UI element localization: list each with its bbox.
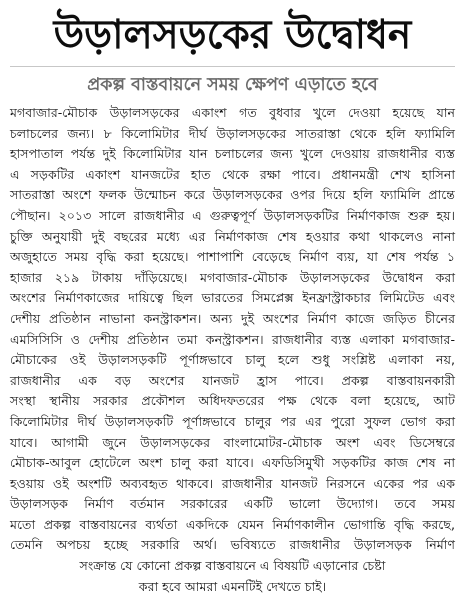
article-line: সাতরাস্তা অংশে ফলক উন্মোচন করে উড়ালসড়কের ওপর দিয়ে হলি ফ্যামিলি প্রান্তে xyxy=(10,187,455,203)
article-line: মতো প্রকল্প বাস্তবায়নের ব্যর্থতা একদিকে যেমন নির্মাণকালীন ভোগান্তি বৃদ্ধি করছে, xyxy=(10,516,455,532)
article-line: সংস্থা স্থানীয় সরকার প্রকৌশল অধিদফতরের পক্ষ থেকে বলা হয়েছে, আট xyxy=(10,393,455,409)
article-line: তেমনি অপচয় হচ্ছে সরকারি অর্থ। ভবিষ্যতে রাজধানীর উড়ালসড়ক নির্মাণ xyxy=(10,537,455,553)
headline-divider xyxy=(10,66,455,67)
article-line: এ সড়কটির একাংশ যানজটের হাত থেকে রক্ষা পাবে। প্রধানমন্ত্রী শেখ হাসিনা xyxy=(10,166,455,182)
article-line: চলাচলের জন্য। ৮ কিলোমিটার দীর্ঘ উড়ালসড়কের সাতরাস্তা থেকে হলি ফ্যামিলি xyxy=(10,125,455,141)
article-line: মৌচাকের ওই উড়ালসড়কটি পূর্ণাঙ্গভাবে চালু হলে শুধু সংশ্লিষ্ট এলাকা নয়, xyxy=(10,352,455,368)
article-line: রাজধানীর এক বড় অংশের যানজট হ্রাস পাবে। প্রকল্প বাস্তবায়নকারী xyxy=(10,372,455,388)
article-body xyxy=(10,103,455,597)
article-line: হাসপাতাল পর্যন্ত দুই কিলোমিটার যান চলাচলের জন্য খুলে দেওয়ায় রাজধানীর ব্যস্ত xyxy=(10,146,455,162)
article-line: উড়ালসড়ক নির্মাণ বর্তমান সরকারের একটি ভালো উদ্যোগ। তবে সময় xyxy=(10,496,455,512)
article-line: করা হবে আমরা এমনটিই দেখতে চাই। xyxy=(138,578,327,594)
headline: উড়ালসড়কের উদ্বোধন xyxy=(53,12,412,58)
article-line: সংক্রান্ত যে কোনো প্রকল্প বাস্তবায়নে এ বিষয়টি এড়ানোর চেষ্টা xyxy=(79,558,386,574)
article-line: দেশীয় প্রতিষ্ঠান নাভানা কনস্ট্রাকশন। অন্য দুই অংশের নির্মাণ কাজে জড়িত চীনের xyxy=(10,310,455,326)
article-line: অজুহাতে সময় বৃদ্ধি করা হয়েছে। পাশাপাশি বেড়েছে নির্মাণ ব্যয়, যা শেষ পর্যন্ত ১ xyxy=(10,249,455,265)
article-line: হওয়ায় ওই অংশটি অব্যবহৃত থাকবে। রাজধানীর যানজট নিরসনে একের পর এক xyxy=(10,475,455,491)
article-line: অংশের নির্মাণকাজের দায়িত্বে ছিল ভারতের সিমপ্লেক্স ইনফ্রাস্ট্রাকচার লিমিটেড এবং xyxy=(10,290,455,306)
article-line: কিলোমিটার দীর্ঘ উড়ালসড়কটি পূর্ণাঙ্গভাবে চালুর পর এর পুরো সুফল ভোগ করা xyxy=(10,413,455,429)
article-line: এমসিসিসি ও দেশীয় প্রতিষ্ঠান তমা কনস্ট্রাকশন। রাজধানীর ব্যস্ত এলাকা মগবাজার- xyxy=(10,331,455,347)
article-line: মৌচাক-আবুল হোটেলে অংশ চালু করা যাবে। এফডিসিমুখী সড়কটির কাজ শেষ না xyxy=(10,455,455,471)
subheadline: প্রকল্প বাস্তবায়নে সময় ক্ষেপণ এড়াতে হবে xyxy=(87,75,378,95)
article-line: মগবাজার-মৌচাক উড়ালসড়কের একাংশ গত বুধবার খুলে দেওয়া হয়েছে যান xyxy=(10,105,455,120)
article-line: যাবে। আগামী জুনে উড়ালসড়কের বাংলামোটর-মৌচাক অংশ এবং ডিসেম্বরে xyxy=(10,434,455,450)
article-line: হাজার ২১৯ টাকায় দাঁড়িয়েছে। মগবাজার-মৌচাক উড়ালসড়কের উদ্বোধন করা xyxy=(10,269,455,285)
article-line: চুক্তি অনুযায়ী দুই বছরের মধ্যে এর নির্মাণকাজ শেষ হওয়ার কথা থাকলেও নানা xyxy=(10,228,455,244)
article-line: পৌছান। ২০১৩ সালে রাজধানীর এ গুরুত্বপূর্ণ উড়ালসড়কটির নির্মাণকাজ শুরু হয়। xyxy=(10,207,455,223)
